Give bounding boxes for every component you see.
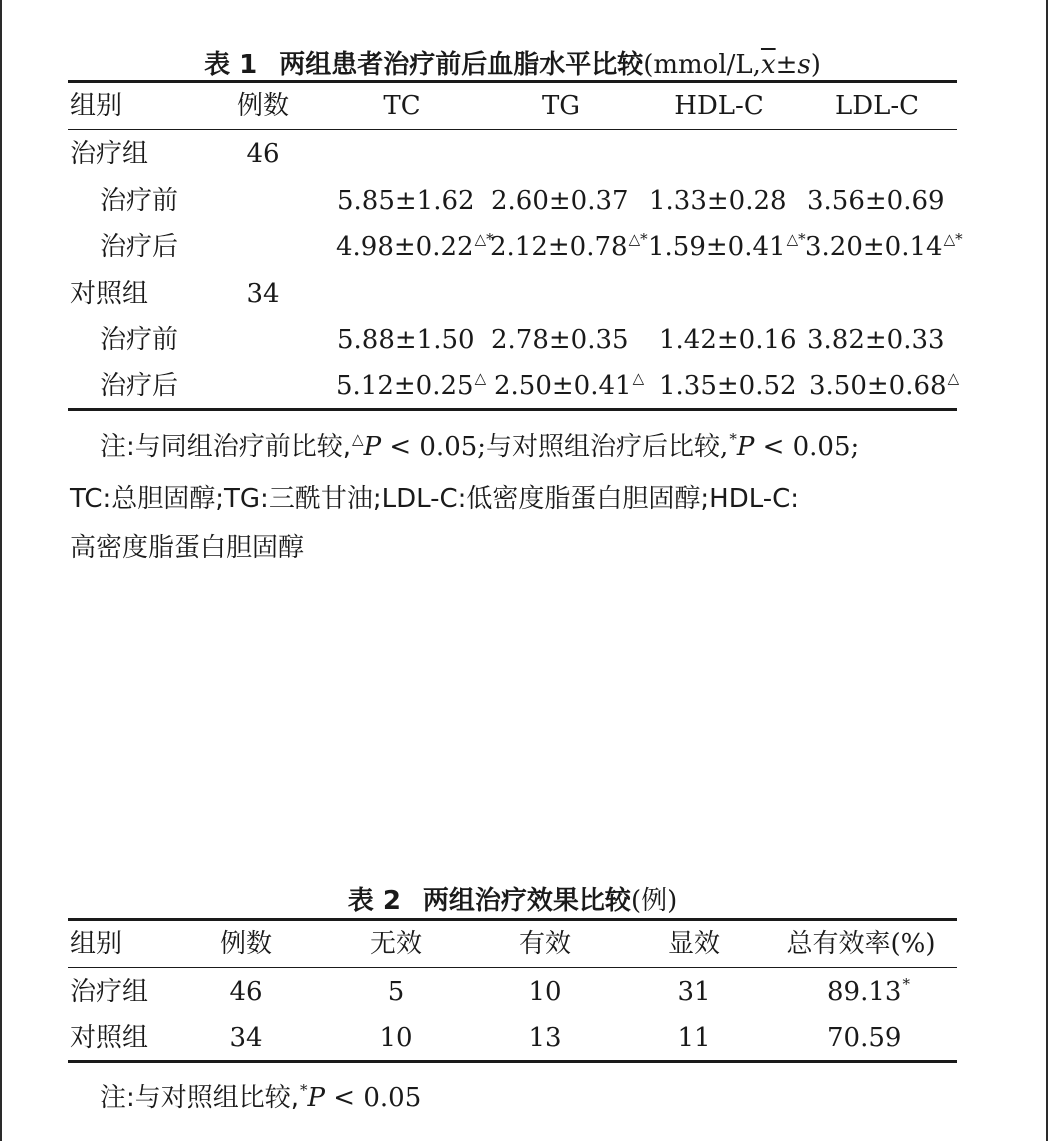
table1-cell-tg: 2.60±0.37 [491,186,629,216]
table1-row-label: 治疗前 [100,325,179,355]
table1-row-label: 治疗后 [100,371,179,401]
table1-caption [68,44,957,81]
table1-top-rule [68,80,957,83]
table1-header-rule [68,129,957,130]
table2-caption-label: 表 2 [347,886,401,916]
table1-group-name: 对照组 [70,279,149,309]
page-border-left [0,0,2,1141]
table1-cell-ldl: 3.56±0.69 [807,186,945,216]
table2-caption [68,880,957,917]
table2-cell-total: 89.13* [827,975,910,1007]
table2-header-ineffective: 无效 [369,929,423,959]
table1-cell-hdl: 1.35±0.52 [659,371,797,401]
table1-caption-title: 两组患者治疗前后血脂水平比较 [279,50,644,80]
table2-header-total: 总有效率(%) [786,929,936,959]
table1-cell-tg: 2.50±0.41△ [494,369,645,401]
table2-cell-effective: 10 [528,977,562,1007]
table2-cell-ineffective: 10 [379,1023,413,1053]
table2-bottom-rule [68,1060,957,1063]
table2-cell-marked: 11 [677,1023,711,1053]
table1-cell-tc: 5.12±0.25△ [336,369,487,401]
table1-cell-tg: 2.12±0.78△* [490,230,648,262]
table1-group-n: 34 [246,279,280,309]
table1-cell-hdl: 1.33±0.28 [649,186,787,216]
table1-cell-hdl: 1.42±0.16 [659,325,797,355]
table1-row-label: 治疗前 [100,186,179,216]
table2-cell-n: 46 [229,977,263,1007]
table1-cell-tg: 2.78±0.35 [491,325,629,355]
table1-bottom-rule [68,408,957,411]
table2-cell-n: 34 [229,1023,263,1053]
table2-top-rule [68,918,957,921]
table1-group-name: 治疗组 [70,139,149,169]
table2-caption-unit: (例) [630,886,678,916]
table1-cell-tc: 5.85±1.62 [337,186,475,216]
table2-caption-title: 两组治疗效果比较 [422,886,631,916]
table1-cell-hdl: 1.59±0.41△* [648,230,806,262]
table1-group-n: 46 [246,139,280,169]
table1-cell-ldl: 3.82±0.33 [807,325,945,355]
table1-cell-tc: 4.98±0.22△* [336,230,494,262]
table1-row-label: 治疗后 [100,232,179,262]
table1-header-n: 例数 [236,91,290,121]
table1-cell-tc: 5.88±1.50 [337,325,475,355]
table2-note: 注:与对照组比较,*P < 0.05 [100,1081,422,1113]
table2-cell-group: 治疗组 [70,977,149,1007]
table2-header-marked: 显效 [667,929,721,959]
table2-cell-ineffective: 5 [387,977,405,1007]
table1-note-line3: 高密度脂蛋白胆固醇 [70,533,305,563]
table2-cell-effective: 13 [528,1023,562,1053]
table2-header-effective: 有效 [518,929,572,959]
table1-header-tc: TC [383,91,421,121]
table2-cell-total: 70.59 [827,1023,902,1053]
table1-caption-label: 表 1 [204,50,258,80]
table2-cell-marked: 31 [677,977,711,1007]
table1-header-group: 组别 [70,91,123,121]
table2-header-group: 组别 [70,929,123,959]
table2-cell-group: 对照组 [70,1023,149,1053]
table1-note-line1: 注:与同组治疗前比较,△P < 0.05;与对照组治疗后比较,*P < 0.05; [100,430,860,462]
table1-header-hdl: HDL-C [674,91,764,121]
table1-header-ldl: LDL-C [834,91,920,121]
table1-header-tg: TG [541,91,581,121]
table1-note-line2: TC:总胆固醇;TG:三酰甘油;LDL-C:低密度脂蛋白胆固醇;HDL-C: [70,484,800,514]
table1-cell-ldl: 3.50±0.68△ [809,369,960,401]
table1-cell-ldl: 3.20±0.14△* [805,230,963,262]
table2-header-rule [68,967,957,968]
table1-caption-unit: $(mmol/L,\overline{x}\pm s)$ [643,50,821,80]
table2-header-n: 例数 [219,929,273,959]
